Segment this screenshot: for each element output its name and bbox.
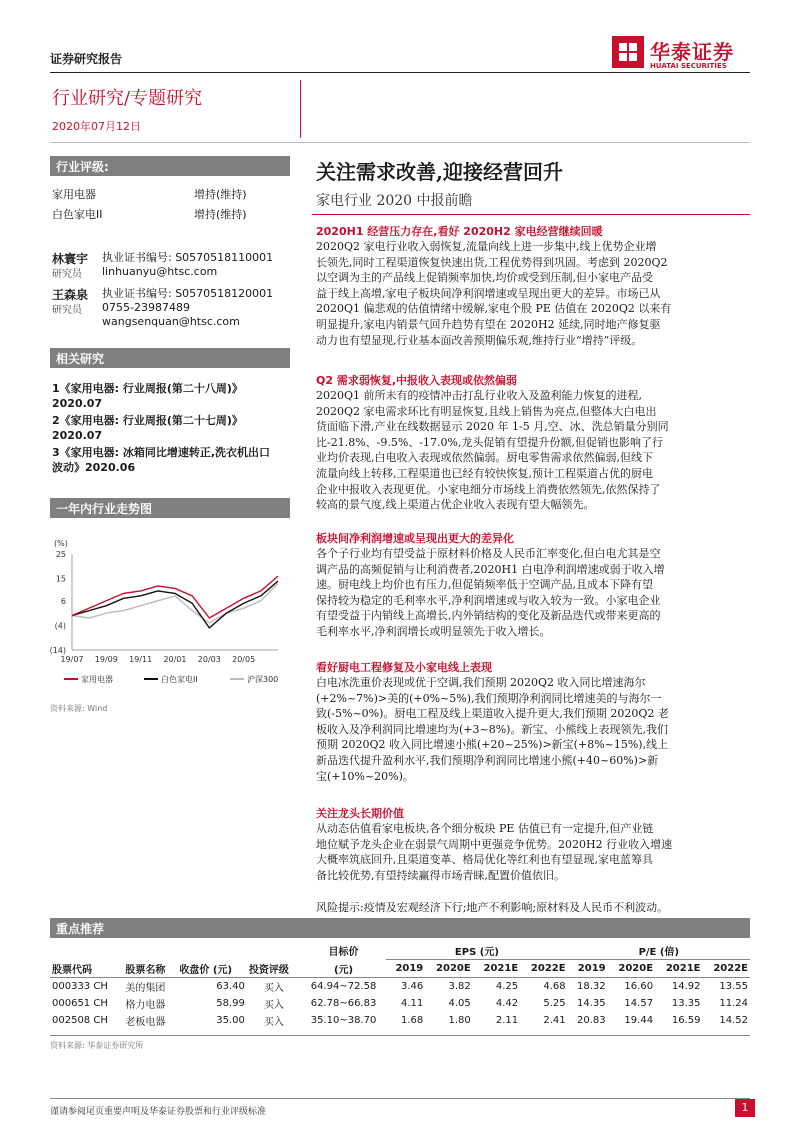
section-line: 大概率筑底回升,且渠道变革、格局优化等红利也有望显现,家电蓝筹具 (316, 853, 653, 867)
recommend-table (50, 942, 750, 1029)
rating-row (52, 186, 288, 202)
analyst-role: 研究员 (52, 269, 82, 280)
trend-source: 资料来源: Wind (50, 704, 108, 713)
table-header (50, 960, 750, 978)
section-line: 明显提升,家电内销景气回升趋势有望在 2020H2 延续,同时地产修复驱 (316, 317, 661, 331)
table-cell: 14.57 (624, 997, 654, 1009)
section-line: 货面临下滑,产业在线数据显示 2020 年 1-5 月,空、冰、洗总销量分别同 (316, 420, 669, 434)
table-cell: 4.25 (495, 980, 519, 992)
analyst-info (102, 287, 273, 329)
vertical-divider (300, 80, 301, 138)
section-line: 2020Q2 家电行业收入弱恢复,流量向线上进一步集中,线上优势企业增 (316, 240, 657, 253)
table-cell: 14.92 (671, 980, 701, 992)
section-line: 预期 2020Q2 收入同比增速小熊(+20~25%)>新宝(+8%~15%),线上 (316, 738, 669, 752)
y-tick-label: 25 (55, 550, 66, 559)
section-line: 从动态估值看家电板块,各个细分板块 PE 估值已有一定提升,但产业链 (316, 822, 654, 835)
table-cell: 35.10~38.70 (310, 1014, 377, 1026)
section-line: 速。厨电线上均价也有压力,但促销频率低于空调产品,且成本下降有望 (316, 578, 653, 592)
table-cell: 13.35 (671, 997, 701, 1009)
section-heading: 看好厨电工程修复及小家电线上表现 (316, 661, 492, 674)
rating-name: 白色家电II (52, 208, 103, 221)
y-tick-label: (4) (54, 621, 66, 631)
table-cell: 格力电器 (125, 999, 166, 1011)
report-type: 证券研究报告 (50, 52, 123, 66)
section-line: 以空调为主的产品线上促销频率加快,均价或受到压制,但小家电产品受 (316, 271, 653, 285)
table-cell: 63.40 (216, 980, 245, 992)
table-cell: 19.44 (624, 1014, 654, 1026)
group-eps: EPS (元) (386, 942, 567, 960)
footer-divider (50, 1098, 750, 1099)
analyst-email[interactable]: wangsenquan@htsc.com (102, 315, 240, 328)
section-heading: 关注龙头长期价值 (316, 807, 404, 820)
rating-value: 增持(维持) (194, 188, 247, 201)
rating-value: 增持(维持) (194, 208, 247, 221)
table-cell: 14.35 (576, 997, 606, 1009)
table-cell: 64.94~72.58 (310, 980, 377, 992)
company-logo (612, 36, 752, 74)
table-header-cell: 股票代码 (52, 964, 92, 976)
section-line: 动力也有望显现,行业基本面改善预期偏乐观,维持行业“增持”评级。 (316, 333, 643, 347)
section-line: 白电冰洗重价表现或优于空调,我们预期 2020Q2 收入同比增速海尔 (316, 676, 646, 689)
table-cell: 4.68 (543, 980, 566, 992)
x-tick-label: 20/05 (232, 655, 256, 664)
table-cell: 买入 (263, 982, 284, 994)
related-item[interactable] (52, 413, 288, 443)
table-cell: 16.60 (624, 980, 654, 992)
table-header-cell: 2022E (713, 962, 748, 974)
table-cell: 11.24 (719, 997, 748, 1009)
report-date: 2020年07月12日 (52, 120, 141, 133)
group-target: 目标价 (328, 947, 359, 959)
table-header-cell: 2020E (618, 962, 654, 974)
main-subtitle: 家电行业 2020 中报前瞻 (316, 193, 473, 209)
table-header-cell: 2021E (483, 962, 519, 974)
section-line: 2020Q2 家电需求环比有明显恢复,且线上销售为亮点,但整体大白电出 (316, 404, 657, 418)
y-tick-label: (14) (50, 646, 66, 655)
section-line: (+2%~7%)>美的(+0%~5%),我们预期净利润同比增速美的与海尔一 (316, 691, 662, 705)
table-cell: 002508 CH (52, 1014, 108, 1026)
series-line-2 (72, 584, 278, 623)
section-heading: Q2 需求弱恢复,中报收入表现或依然偏弱 (316, 374, 518, 387)
section-line: 保持较为稳定的毛利率水平,净利润增速或与收入较为一致。小家电企业 (316, 593, 661, 607)
table-header-cell: 2021E (665, 962, 701, 974)
section-heading: 2020H1 经营压力存在,看好 2020H2 家电经营继续回暖 (316, 225, 603, 238)
table-header-cell: (元) (333, 964, 354, 976)
x-tick-label: 20/03 (197, 655, 221, 664)
section-line: 新品迭代提升盈利水平,我们预期净利润同比增速小熊(+40~60%)>新 (316, 753, 659, 767)
table-header-cell: 2019 (395, 962, 424, 974)
table-cell: 000333 CH (52, 980, 108, 992)
main-title: 关注需求改善,迎接经营回升 (316, 160, 563, 184)
table-cell: 1.68 (401, 1014, 424, 1026)
table-row[interactable] (50, 977, 750, 995)
section-line: 毛利率水平,净利润增长或明显领先于收入增长。 (316, 624, 551, 638)
section-line: 企业中报收入表现更优。小家电细分市场线上消费依然领先,依然保持了 (316, 482, 661, 496)
related-item-line: 3《家用电器: 冰箱同比增速转正,洗衣机出口 (52, 446, 271, 459)
rating-name: 家用电器 (52, 188, 96, 201)
section-line: 调产品的高频促销与让利消费者,2020H1 白电净利润增速或弱于收入增 (316, 562, 665, 576)
section-line: 长领先,同时工程渠道恢复快速出货,工程优势得到巩固。考虑到 2020Q2 (316, 255, 668, 269)
footer-disclaimer[interactable]: 谨请参阅尾页重要声明及华泰证券股票和行业评级标准 (50, 1107, 267, 1117)
table-header-cell: 2020E (436, 962, 471, 974)
table-cell: 4.11 (401, 997, 424, 1009)
analyst-phone: 0755-23987489 (102, 301, 190, 314)
y-tick-label: 15 (55, 574, 66, 584)
table-cell: 000651 CH (52, 997, 108, 1009)
section-line: 流量向线上转移,工程渠道也已经有较快恢复,预计工程渠道占优的厨电 (316, 466, 653, 480)
section-body (316, 821, 748, 883)
table-group-header (50, 942, 750, 960)
analyst-role: 研究员 (52, 305, 82, 316)
table-cell: 20.83 (576, 1014, 606, 1026)
rating-title: 行业评级: (50, 156, 290, 176)
page-number: 1 (735, 1099, 755, 1117)
section-line: 各个子行业均有望受益于原材料价格及人民币汇率变化,但白电尤其是空 (316, 547, 661, 560)
related-item-line: 2020.07 (52, 397, 103, 410)
related-item-line: 波动》2020.06 (52, 461, 136, 474)
legend-label: 家用电器 (81, 675, 113, 684)
series-line-0 (72, 576, 278, 618)
table-cell: 16.59 (671, 1014, 701, 1026)
table-title: 重点推荐 (50, 918, 750, 938)
table-cell: 3.82 (448, 980, 471, 992)
analyst-name: 王森泉 (52, 288, 89, 302)
table-cell: 14.52 (719, 1014, 748, 1026)
table-divider (50, 1035, 750, 1036)
logo-icon (612, 36, 644, 68)
section-line: 致(-5%~0%)。厨电工程及线上渠道收入提升更大,我们预期 2020Q2 老 (316, 707, 669, 721)
trend-title: 一年内行业走势图 (50, 498, 290, 518)
table-cell: 18.32 (576, 980, 606, 992)
table-header-cell: 股票名称 (125, 964, 166, 976)
x-tick-label: 20/01 (163, 655, 187, 664)
section-line: 有望受益于内销线上高增长,内外销结构的变化及新品迭代或带来更高的 (316, 609, 661, 623)
analyst-email[interactable]: linhuanyu@htsc.com (102, 265, 218, 278)
section-line: 地位赋予龙头企业在弱景气周期中更强竞争优势。2020H2 行业收入增速 (316, 837, 673, 851)
section-line: 宝(+10%~20%)。 (316, 769, 414, 783)
logo-en: HUATAI SECURITIES (650, 62, 727, 70)
section-line: 益于线上高增,家电子板块间净利润增速或呈现出更大的差异。市场已从 (316, 286, 661, 300)
table-cell: 2.11 (495, 1014, 519, 1026)
related-item-line: 2《家用电器: 行业周报(第二十七周)》 (52, 414, 243, 427)
x-tick-label: 19/11 (129, 655, 153, 664)
logo-cn: 华泰证券 (650, 40, 734, 64)
legend-label: 沪深300 (247, 675, 279, 684)
legend-label: 白色家电II (161, 675, 198, 684)
section-divider (50, 142, 750, 143)
section-body (316, 675, 748, 784)
section-heading: 板块间净利润增速或呈现出更大的差异化 (316, 532, 514, 545)
analyst-cert: 执业证书编号: S0570518110001 (102, 251, 274, 264)
group-pe: P/E (倍) (568, 942, 750, 960)
table-cell: 美的集团 (125, 982, 166, 994)
x-tick-label: 19/09 (94, 655, 118, 664)
table-header-cell: 2022E (530, 962, 566, 974)
y-tick-label: 6 (60, 596, 66, 606)
trend-chart (50, 536, 290, 701)
related-title: 相关研究 (50, 348, 290, 368)
table-header-cell: 投资评级 (248, 964, 289, 976)
rating-row (52, 206, 288, 222)
table-cell: 4.42 (495, 997, 519, 1009)
related-item[interactable] (52, 445, 288, 475)
title-divider (312, 214, 750, 215)
section-body (316, 546, 748, 640)
table-cell: 1.80 (448, 1014, 471, 1026)
table-cell: 5.25 (543, 997, 566, 1009)
table-source: 资料来源: 华泰证券研究所 (50, 1041, 144, 1050)
section-line: 板收入及净利润同比增速均为(+3~8%)。新宝、小熊线上表现领先,我们 (316, 722, 668, 736)
section-line: 较高的景气度,线上渠道占优企业收入表现有望大幅领先。 (316, 498, 595, 512)
report-category: 行业研究/专题研究 (52, 88, 203, 109)
table-header-cell: 收盘价 (元) (179, 964, 233, 976)
table-header-cell: 2019 (577, 962, 606, 974)
risk-warning: 风险提示:疫情及宏观经济下行;地产不利影响;原材料及人民币不利波动。 (316, 901, 669, 914)
section-body (316, 388, 748, 513)
table-cell: 4.05 (448, 997, 471, 1009)
table-cell: 58.99 (216, 997, 245, 1009)
analyst-cert: 执业证书编号: S0570518120001 (102, 287, 274, 300)
section-body (316, 239, 748, 348)
section-line: 2020Q1 前所未有的疫情冲击打乱行业收入及盈利能力恢复的进程, (316, 389, 643, 402)
x-tick-label: 19/07 (60, 655, 84, 664)
table-row[interactable] (50, 995, 750, 1012)
related-item-line: 2020.07 (52, 429, 103, 442)
related-item-line: 1《家用电器: 行业周报(第二十八周)》 (52, 382, 243, 395)
section-line: 比-21.8%、-9.5%、-17.0%,龙头促销有望提升份额,但促销也影响了行 (316, 435, 663, 449)
header-divider (50, 72, 750, 73)
related-item[interactable] (52, 381, 288, 411)
table-cell: 买入 (263, 1016, 284, 1028)
table-row[interactable] (50, 1012, 750, 1029)
table-cell: 13.55 (719, 980, 748, 992)
trend-chart-svg (50, 536, 290, 701)
table-cell: 62.78~66.83 (310, 997, 377, 1009)
table-cell: 买入 (263, 999, 284, 1011)
section-line: 2020Q1 偏悲观的估值情绪中缓解,家电个股 PE 估值在 2020Q2 以来有 (316, 302, 672, 316)
analyst-info (102, 251, 273, 279)
table-cell: 3.46 (401, 980, 424, 992)
table-cell: 35.00 (216, 1014, 245, 1026)
analyst-name: 林寰宇 (52, 252, 89, 266)
section-line: 备比较优势,有望持续赢得市场青睐,配置价值依旧。 (316, 868, 565, 882)
y-axis-label: (%) (54, 539, 68, 548)
table-cell: 2.41 (543, 1014, 566, 1026)
section-line: 业均价表现,白电收入表现或依然偏弱。厨电零售需求依然偏弱,但线下 (316, 451, 653, 465)
table-cell: 老板电器 (125, 1016, 166, 1028)
